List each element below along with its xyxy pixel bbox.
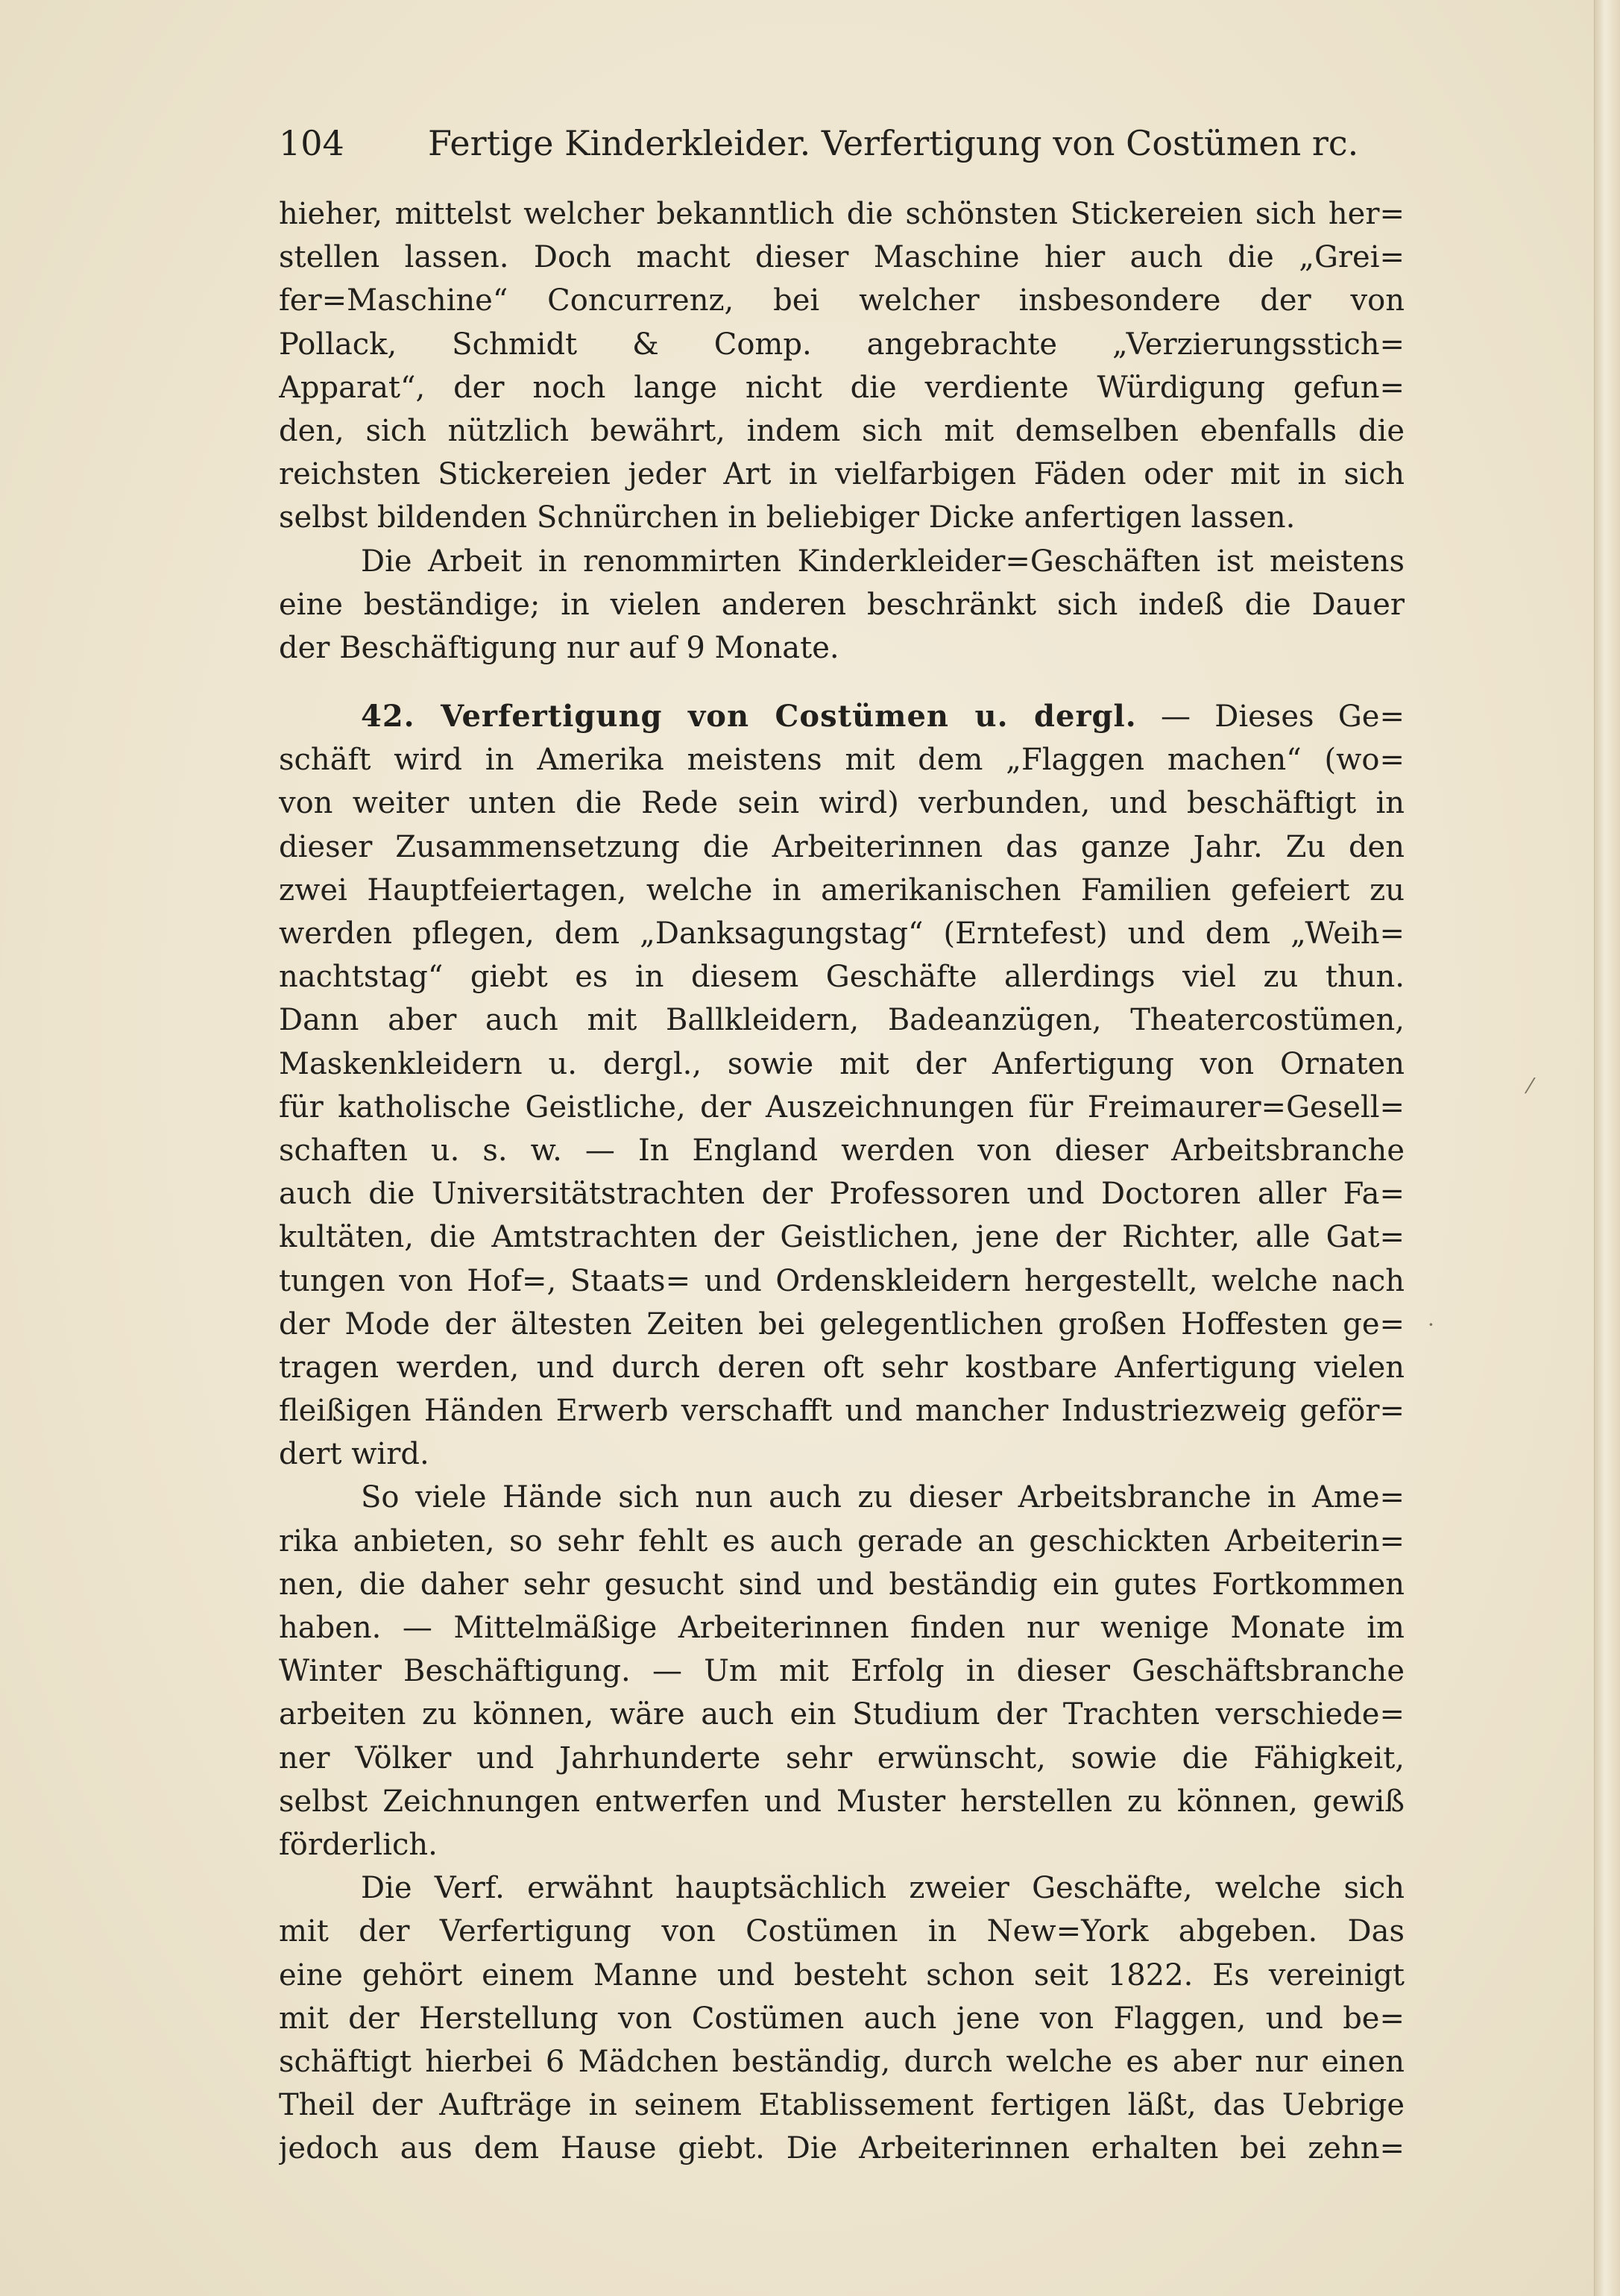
text-line: selbst bildenden Schnürchen in beliebiger Dicke anfertigen lassen. [279,500,1296,535]
text-line: ner Völker und Jahrhunderte sehr erwünscht, sowie die Fähigkeit, [279,1740,1405,1776]
text-line: Theil der Aufträge in seinem Etablissement fertigen läßt, das Uebrige [279,2088,1405,2123]
text-line: arbeiten zu können, wäre auch ein Studium der Trachten verschiede= [279,1697,1405,1732]
text-line: — Dieses Ge= [1160,699,1405,735]
section-spacer [279,670,1405,695]
text-line: reichsten Stickereien jeder Art in vielfarbigen Fäden oder mit in sich [279,457,1405,492]
text-line: schäft wird in Amerika meistens mit dem „Flaggen machen“ (wo= [279,743,1405,778]
text-line: schaften u. s. w. — In England werden von dieser Arbeitsbranche [279,1133,1405,1168]
text-line: So viele Hände sich nun auch zu dieser Arbeitsbranche in Ame= [361,1480,1405,1515]
text-line: kultäten, die Amtstrachten der Geistlichen, jene der Richter, alle Gat= [279,1220,1405,1255]
text-line: der Beschäftigung nur auf 9 Monate. [279,630,839,665]
stray-mark: ⁄ [1528,1074,1532,1098]
text-line: Die Verf. erwähnt hauptsächlich zweier Geschäfte, welche sich [361,1871,1405,1906]
text-line: nachtstag“ giebt es in diesem Geschäfte allerdings viel zu thun. [279,960,1405,995]
stray-mark: · [1428,1312,1434,1337]
text-line: fleißigen Händen Erwerb verschafft und mancher Industriezweig geför= [279,1394,1405,1429]
text-line: Dann aber auch mit Ballkleidern, Badeanzügen, Theatercostümen, [279,1003,1405,1038]
text-line: hieher, mittelst welcher bekanntlich die schönsten Stickereien sich her= [279,197,1405,231]
text-line: tragen werden, und durch deren oft sehr kostbare Anfertigung vielen [279,1350,1405,1385]
text-line: rika anbieten, so sehr fehlt es auch gerade an geschickten Arbeiterin= [279,1523,1405,1559]
text-line: jedoch aus dem Hause giebt. Die Arbeiterinnen erhalten bei zehn= [279,2131,1405,2166]
text-line: Pollack, Schmidt & Comp. angebrachte „Verzierungsstich= [279,327,1405,362]
text-line: haben. — Mittelmäßige Arbeiterinnen finden nur wenige Monate im [279,1611,1405,1645]
text-line: dieser Zusammensetzung die Arbeiterinnen das ganze Jahr. Zu den [279,829,1405,864]
page-gutter [1594,0,1620,2296]
section-heading: 42. Verfertigung von Costümen u. dergl. [361,699,1137,735]
text-line: für katholische Geistliche, der Auszeichnungen für Freimaurer=Gesell= [279,1089,1405,1125]
text-line: selbst Zeichnungen entwerfen und Muster herstellen zu können, gewiß [279,1784,1405,1819]
text-line: auch die Universitätstrachten der Professoren und Doctoren aller Fa= [279,1177,1405,1212]
text-line: dert wird. [279,1437,429,1472]
text-line: mit der Herstellung von Costümen auch jene von Flaggen, und be= [279,2001,1405,2036]
text-line: werden pflegen, dem „Danksagungstag“ (Erntefest) und dem „Weih= [279,916,1405,951]
running-title: Fertige Kinderkleider. Verfertigung von Costümen rc. [428,123,1359,163]
text-line: förderlich. [279,1827,438,1862]
text-line: Apparat“, der noch lange nicht die verdiente Würdigung gefun= [279,370,1405,405]
page-number: 104 [279,123,344,163]
text-line: stellen lassen. Doch macht dieser Maschine hier auch die „Grei= [279,240,1405,275]
text-line: der Mode der ältesten Zeiten bei gelegentlichen großen Hoffesten ge= [279,1306,1405,1342]
text-line: eine gehört einem Manne und besteht schon seit 1822. Es vereinigt [279,1957,1405,1993]
text-line: nen, die daher sehr gesucht sind und beständig ein gutes Fortkommen [279,1567,1405,1602]
text-line: zwei Hauptfeiertagen, welche in amerikanischen Familien gefeiert zu [279,872,1405,908]
page-body [279,192,1405,2170]
text-line: eine beständige; in vielen anderen beschränkt sich indeß die Dauer [279,587,1405,622]
text-line: Die Arbeit in renommirten Kinderkleider=Geschäften ist meistens [361,544,1405,579]
text-line: den, sich nützlich bewährt, indem sich mit demselben ebenfalls die [279,413,1405,448]
text-line: Maskenkleidern u. dergl., sowie mit der Anfertigung von Ornaten [279,1046,1405,1081]
text-line: Winter Beschäftigung. — Um mit Erfolg in dieser Geschäftsbranche [279,1654,1405,1689]
running-header [279,121,1412,166]
text-line: fer=Maschine“ Concurrenz, bei welcher insbesondere der von [279,283,1405,318]
section-first-line [279,695,1405,738]
text-line: von weiter unten die Rede sein wird) verbunden, und beschäftigt in [279,786,1405,821]
text-line: schäftigt hierbei 6 Mädchen beständig, durch welche es aber nur einen [279,2044,1405,2079]
text-line: tungen von Hof=, Staats= und Ordenskleidern hergestellt, welche nach [279,1263,1405,1298]
text-line: mit der Verfertigung von Costümen in New=York abgeben. Das [279,1914,1405,1949]
